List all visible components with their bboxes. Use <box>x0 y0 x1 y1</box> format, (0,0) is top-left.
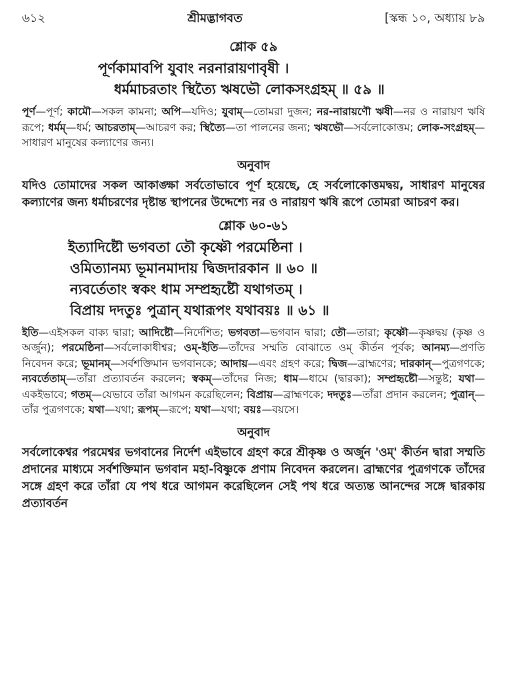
synonym-meaning: —তাঁরা প্রদান করলেন; <box>351 388 451 401</box>
synonym-term: পুত্রান্ <box>450 388 475 401</box>
synonym-term: স্থিত্যৈ <box>199 121 226 134</box>
synonym-term: যুবাম্ <box>221 106 243 118</box>
sanskrit-verse <box>22 238 485 322</box>
translation-heading: অনুবাদ <box>237 424 270 439</box>
synonym-term: ঋষী <box>375 106 393 118</box>
synonym-term: বয়ঃ <box>243 404 262 416</box>
synonym-term: রূপম্ <box>137 404 159 416</box>
synonym-meaning: —সর্বলোকোত্তম; <box>343 121 417 134</box>
synonym-meaning: —আচরণ কর; <box>135 121 200 134</box>
synonym-meaning: —যথা; <box>210 404 244 416</box>
synonym-term: ইতি <box>22 326 39 339</box>
synonym-meaning: —সকল কামনা; <box>90 106 162 118</box>
synonym-meaning: —সর্বলোকাধীশ্বর; <box>103 342 184 354</box>
synonym-meaning: —তাঁরা প্রত্যাবর্তন করলেন; <box>66 373 193 385</box>
synonym-term: ঋষভৌ <box>314 121 344 134</box>
synonym-meaning: —বয়সে। <box>261 404 300 416</box>
synonym-term: ভূমানম্ <box>81 357 111 370</box>
synonym-term: ন্যবর্তেতাম্ <box>22 373 67 385</box>
synonym-term: ভগবতা <box>228 326 260 339</box>
synonym-meaning: —যেভাবে তাঁরা আগমন করেছিলেন; <box>91 388 247 401</box>
synonym-meaning: —তারা; <box>346 326 385 339</box>
word-for-word-synonyms <box>22 326 485 419</box>
synonym-term: দ্বিজ <box>328 357 348 370</box>
synonym-term: আদায় <box>220 357 248 370</box>
synonym-term: কামৌ <box>67 106 91 118</box>
verse-heading: শ্লোক ৫৯ <box>229 40 278 55</box>
synonym-term: ধর্মম্ <box>48 121 66 134</box>
synonym-meaning: —পূর্ণ; <box>35 106 68 118</box>
synonym-meaning: —এবং গ্রহণ করে; <box>247 357 329 370</box>
synonym-meaning: —সন্তুষ্ট; <box>417 373 459 385</box>
synonym-term: দদতুঃ <box>327 388 352 401</box>
page-header <box>22 10 485 32</box>
synonym-meaning: —একইভাবে; <box>22 373 485 401</box>
synonym-meaning: —কৃষ্ণদ্বয় (কৃষ্ণ ও অর্জুন); <box>22 326 486 354</box>
synonym-meaning: —তাঁর পুত্রগণকে; <box>22 388 485 416</box>
synonym-term: গতম্ <box>70 388 92 401</box>
synonym-meaning: —রূপে; <box>158 404 195 416</box>
sanskrit-line: বিপ্রায় দদতুঃ পুত্রান্ যথারূপং যথাবয়ঃ ॥ ৬১ ॥ <box>70 302 330 319</box>
synonym-term: আচরতাম্ <box>95 121 136 134</box>
synonym-term: যথা <box>458 373 475 385</box>
word-for-word-synonyms <box>22 105 485 152</box>
section-reference: [স্কন্ধ ১০, অধ্যায় ৮৯ <box>384 11 485 25</box>
synonym-meaning: —তাঁদের সম্মতি বোঝাতে ওম্ কীর্তন পূর্বক; <box>218 342 423 354</box>
synonym-term: আনম্য <box>422 342 450 354</box>
synonym-meaning: —সাধারণ মানুষের কল্যাণের জন্য। <box>22 121 485 149</box>
synonym-meaning: —তোমরা দুজন; <box>242 106 317 118</box>
synonym-meaning: —ভগবান দ্বারা; <box>259 326 331 339</box>
sanskrit-line: ন্যবর্তেতাং স্বকং ধাম সম্প্রহৃষ্টৌ যথাগতম্ । <box>70 281 303 298</box>
sanskrit-line: ধর্মমাচরতাং স্থিত্যৈ ঋষভৌ লোকসংগ্রহম্ ॥ ৫৯ ॥ <box>114 82 385 98</box>
synonym-meaning: —তাঁদের নিজ; <box>211 373 284 385</box>
translation-text: যদিও তোমাদের সকল আকাঙ্ক্ষা সর্বতোভাবে পূর্ণ হয়েছে, হে সর্বলোকোত্তমদ্বয়, সাধারণ মানুষের কল্যাণের জন্য ধর্মাচরণের দৃষ্টান্ত স্থাপনের উদ্দেশ্যে নর ও নারায়ণ ঋষি রূপে তোমরা আচরণ কর। <box>22 177 485 209</box>
synonym-meaning: —যথা; <box>104 404 138 416</box>
synonym-term: যথা <box>88 404 105 416</box>
synonym-term: কৃষ্ণৌ <box>384 326 409 339</box>
synonym-meaning: —পুত্রগণকে; <box>431 357 485 370</box>
book-title: শ্রীমদ্ভাগবত <box>187 11 243 25</box>
synonym-term: সম্প্রহৃষ্টৌ <box>377 373 418 385</box>
synonym-term: পূর্ণ <box>22 106 36 118</box>
synonym-term: আদিষ্টৌ <box>139 326 174 339</box>
synonym-meaning: —প্রণতি নিবেদন করে; <box>22 342 485 370</box>
synonym-meaning: —এইসকল বাক্য দ্বারা; <box>38 326 140 339</box>
verse-heading: শ্লোক ৬০-৬১ <box>218 218 289 234</box>
synonym-term: পরমেষ্ঠিনা <box>61 342 104 354</box>
translation-heading: অনুবাদ <box>237 157 270 172</box>
synonym-meaning: —ধর্ম; <box>65 121 96 134</box>
synonym-term: বিপ্রায় <box>246 388 273 401</box>
synonym-term: স্বকম্ <box>192 373 212 385</box>
synonym-term: লোক-সংগ্রহম্ <box>417 121 475 134</box>
synonym-meaning: —নর ও নারায়ণ ঋষি রূপে; <box>22 106 485 134</box>
synonym-meaning: —ব্রাহ্মণের; <box>347 357 401 370</box>
page-number: ৬১২ <box>22 11 46 25</box>
translation-text: সর্বলোকেশ্বর পরমেশ্বর ভগবানের নির্দেশ এইভাবে গ্রহণ করে শ্রীকৃষ্ণ ও অর্জুন 'ওম্' কীর্তন দ্বারা সম্মতি প্রদানের মাধ্যমে সর্বশক্তিমান ভগবান মহা-বিষ্ণুকে প্রণাম নিবেদন করলেন। ব্রাহ্মণের পুত্রগণকে তাঁদের সঙ্গে গ্রহণ করে তাঁরা যে পথ ধরে আগমন করেছিলেন সেই পথ ধরে অত্যন্ত আনন্দের সঙ্গে দ্বারকায় প্রত্যাবর্তন <box>22 444 485 510</box>
sanskrit-line: পূর্ণকামাবপি যুবাং নরনারায়ণাবৃষী । <box>98 61 290 77</box>
synonym-term: ধাম <box>283 373 299 385</box>
sanskrit-line: ওমিত্যানম্য ভূমানমাদায় দ্বিজদারকান ॥ ৬০ ॥ <box>70 260 318 277</box>
synonym-meaning: —সর্বশক্তিমান ভগবানকে; <box>110 357 221 370</box>
synonym-meaning: —ব্রাহ্মণকে; <box>272 388 328 401</box>
synonym-meaning: —নির্দেশিত; <box>173 326 229 339</box>
synonym-term: অপি <box>161 106 181 118</box>
synonym-term: দারকান্ <box>400 357 432 370</box>
sanskrit-verse <box>22 59 485 101</box>
synonym-term: ওম্-ইতি <box>183 342 219 354</box>
synonym-term: যথা <box>194 404 211 416</box>
synonym-meaning: —ধামে (দ্বারকা); <box>298 373 378 385</box>
synonym-meaning: —তা পালনের জন্য; <box>225 121 314 134</box>
synonym-term: তৌ <box>330 326 347 339</box>
sanskrit-line: ইত্যাদিষ্টৌ ভগবতা তৌ কৃষ্ণৌ পরমেষ্ঠিনা । <box>68 239 303 256</box>
synonym-term: নর-নারায়ণৌ <box>316 106 371 118</box>
synonym-meaning: —যদিও; <box>180 106 222 118</box>
